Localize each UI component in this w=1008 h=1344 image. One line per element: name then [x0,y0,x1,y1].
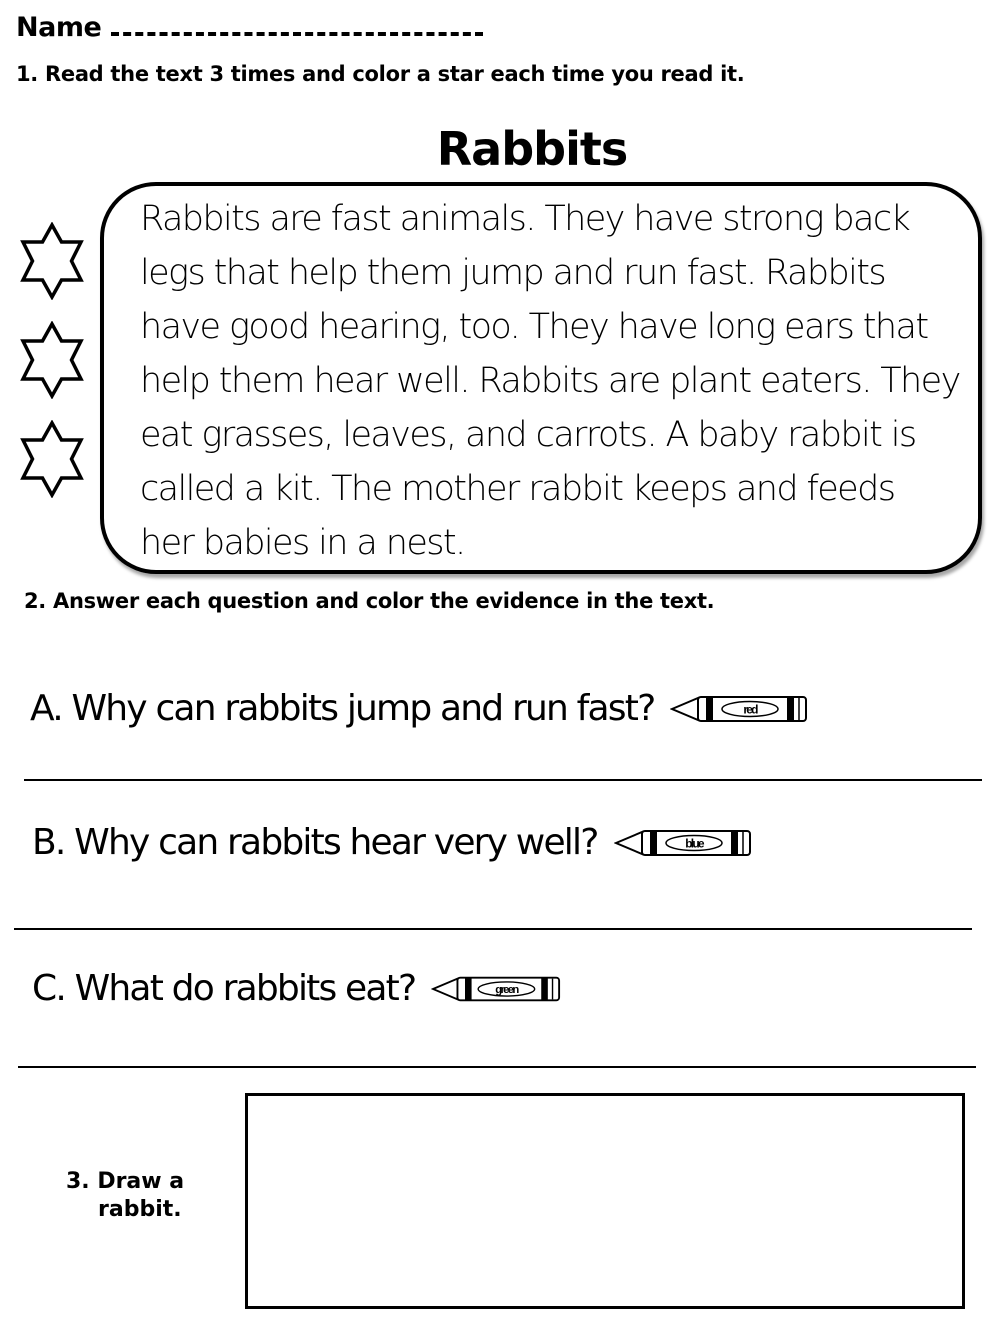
question-text: A. Why can rabbits jump and run fast? [30,688,655,729]
crayon-icon [614,826,754,860]
passage-line: have good hearing, too. They have long ears that [140,307,928,347]
passage-line: eat grasses, leaves, and carrots. A baby rabbit is [140,415,916,455]
passage-line: called a kit. The mother rabbit keeps and feeds [140,469,895,509]
instruction-step-3 [66,1168,184,1224]
star-icon[interactable] [18,321,86,399]
passage-line: her babies in a nest. [140,523,465,563]
crayon-icon [670,692,810,726]
crayon-label: green [495,983,518,996]
crayon-label: blue [684,836,703,850]
passage-line: help them hear well. Rabbits are plant eaters. They [140,361,960,401]
question-b [32,822,754,863]
answer-line-c[interactable] [18,1066,976,1068]
name-label: Name [16,12,102,43]
answer-line-a[interactable] [24,779,982,781]
instruction-step-3-line1: 3. Draw a [66,1169,185,1194]
passage-title: Rabbits [436,122,628,176]
crayon-icon [431,973,563,1005]
crayon-label: red [743,702,758,716]
question-text: C. What do rabbits eat? [32,968,416,1009]
question-a [30,688,810,729]
instruction-step-1: 1. Read the text 3 times and color a star each time you read it. [16,62,745,86]
name-blank-line[interactable] [111,20,483,36]
question-text: B. Why can rabbits hear very well? [32,822,598,863]
instruction-step-2: 2. Answer each question and color the evidence in the text. [24,589,715,613]
star-icon[interactable] [18,420,86,498]
star-icon[interactable] [18,222,86,300]
passage-text [140,192,970,570]
reading-stars [18,222,88,519]
drawing-area[interactable] [245,1093,965,1309]
instruction-step-3-line2: rabbit. [98,1197,182,1222]
answer-line-b[interactable] [14,928,972,930]
name-field [16,12,483,43]
passage-line: legs that help them jump and run fast. Rabbits [140,253,885,293]
question-c [32,968,563,1009]
passage-line: Rabbits are fast animals. They have strong back [140,199,910,239]
